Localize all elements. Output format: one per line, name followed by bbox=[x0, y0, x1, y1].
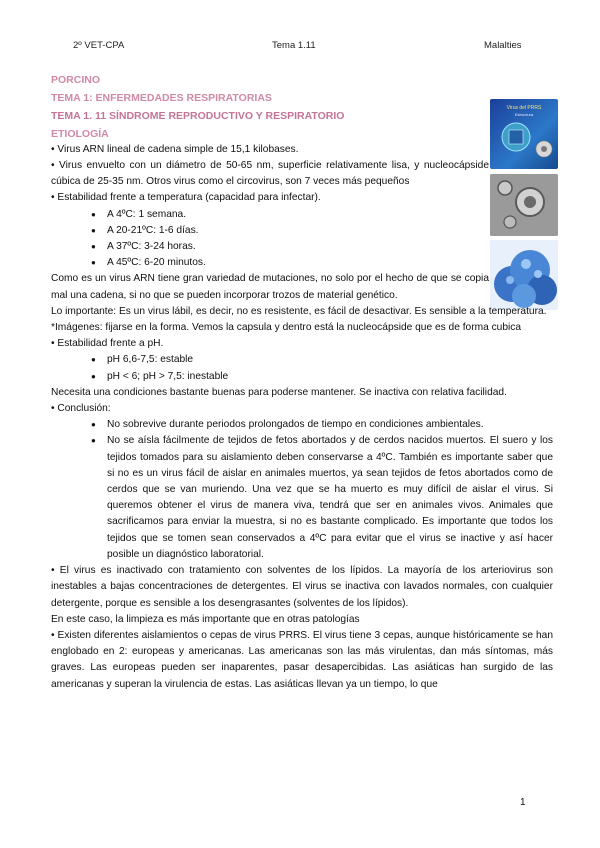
paragraph: Lo importante: Es un virus lábil, es decir, no es resistente, es fácil de desactivar. Es sensible a la temperatura. bbox=[51, 305, 547, 317]
paragraph: • Virus ARN lineal de cadena simple de 15,1 kilobases. bbox=[51, 143, 299, 155]
paragraph: • El virus es inactivado con tratamiento con solventes de los lípidos. La mayoría de los arteriovirus son inestables a bajas concentraciones de detergentes. El virus se inactiva con lavados normales, con cualquier detergente, porque es sensible a los desengrasantes (solventes de los lípidos). bbox=[51, 565, 553, 609]
paragraph: En este caso, la limpieza es más importante que en otras patologías bbox=[51, 613, 360, 625]
document-body bbox=[51, 72, 553, 693]
header-right: Malalties bbox=[484, 40, 522, 51]
section-tema111: TEMA 1. 11 SÍNDROME REPRODUCTIVO Y RESPIRATORIO bbox=[51, 110, 345, 123]
list-item: ● No se aísla fácilmente de tejidos de fetos abortados y de cerdos nacidos muertos. El suero y los tejidos tomados para su aislamiento deben conservarse a 4ºC. También es importante saber que si no es un virus fácil de aislar en animales muertos, ya sean tejidos de fetos abortados como de cerdos que se van muriendo. Una vez que se ha muerto es muy difícil de aislar el virus. Si queremos obtener el virus de manera viva, tendrá que ser en animales vivos. Animales que sacrificamos para enviar la muestra, si no es bastante complicado. Es importante que todos los tejidos que se tomen sean conservados a 4ºC para evitar que el virus se inactive y así hacer posible un diagnóstico laboratorial. bbox=[91, 433, 553, 563]
list-item: ● pH < 6; pH > 7,5: inestable bbox=[91, 369, 553, 385]
paragraph: • Estabilidad frente a pH. bbox=[51, 338, 164, 350]
diagram-subtitle: Estructura bbox=[514, 112, 534, 117]
paragraph: • Estabilidad frente a temperatura (capacidad para infectar). bbox=[51, 192, 321, 204]
list-item: ● A 4ºC: 1 semana. bbox=[91, 207, 553, 223]
page-number: 1 bbox=[520, 797, 526, 808]
list-item: ● A 20-21ºC: 1-6 días. bbox=[91, 223, 553, 239]
section-porcino: PORCINO bbox=[51, 74, 101, 86]
header-left: 2º VET-CPA bbox=[73, 40, 125, 51]
paragraph: Como es un virus ARN tiene gran variedad de mutaciones, no solo por el hecho de que se copia mal una cadena, si no que se pueden incorporar trozos de material genético. bbox=[51, 273, 489, 301]
list-item: ● No sobrevive durante periodos prolongados de tiempo en condiciones ambientales. bbox=[91, 417, 553, 433]
list-item: ● A 37ºC: 3-24 horas. bbox=[91, 239, 553, 255]
paragraph: • Existen diferentes aislamientos o cepas de virus PRRS. El virus tiene 3 cepas, aunque históricamente se han englobado en 2: europeas y americanas. Las americanas son las más virulentas, dan más síntomas, más graves. Las europeas pueden ser inaparentes, pasar desapercibidas. Las asiáticas han surgido de las americanas y superan la virulencia de estas. Las asiáticas llevan ya un tiempo, lo que bbox=[51, 629, 553, 690]
section-etiologia: ETIOLOGÍA bbox=[51, 127, 109, 140]
list-item: ● A 45ºC: 6-20 minutos. bbox=[91, 255, 553, 271]
section-tema1: TEMA 1: ENFERMEDADES RESPIRATORIAS bbox=[51, 92, 272, 105]
list-item: ● pH 6,6-7,5: estable bbox=[91, 352, 553, 368]
paragraph: • Conclusión: bbox=[51, 403, 111, 415]
paragraph: Necesita una condiciones bastante buenas para poderse mantener. Se inactiva con relativa facilidad. bbox=[51, 386, 507, 398]
diagram-title: Virus del PRRS bbox=[506, 105, 542, 111]
paragraph: *Imágenes: fijarse en la forma. Vemos la capsula y dentro está la nucleocápside que es de forma cubica bbox=[51, 322, 522, 334]
header-center: Tema 1.11 bbox=[272, 40, 316, 51]
paragraph: • Virus envuelto con un diámetro de 50-65 nm, superficie relativamente lisa, y nucleocápside cúbica de 25-35 nm. Otros virus como el circovirus, son 7 veces más pequeños bbox=[51, 160, 489, 188]
